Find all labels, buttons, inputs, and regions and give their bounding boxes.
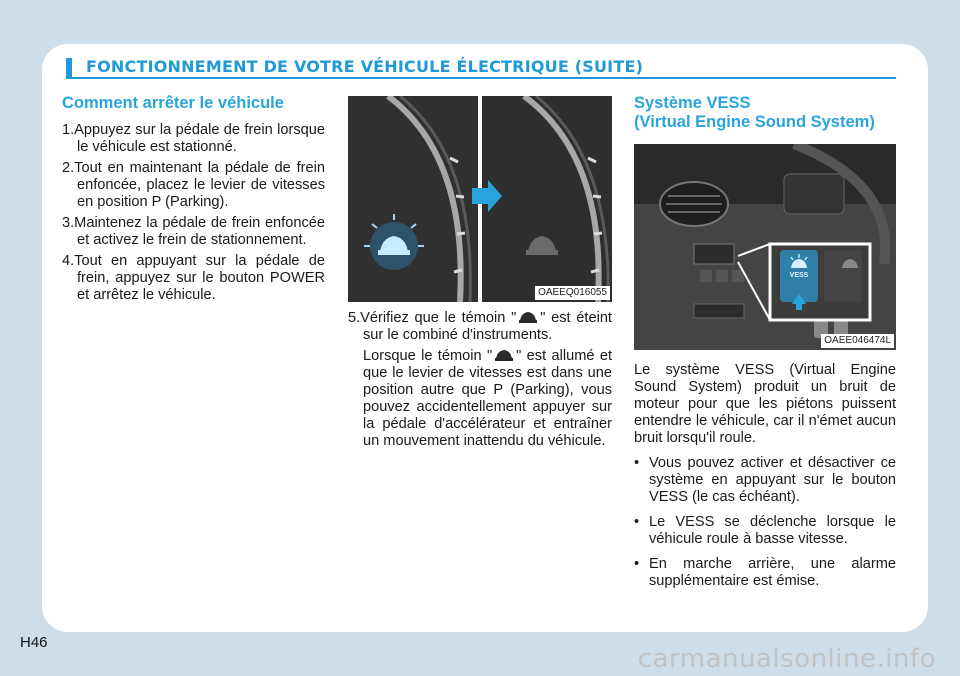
figure-code: OAEE046474L	[821, 334, 894, 348]
bullet-dot-icon: •	[634, 455, 640, 471]
right-column	[634, 94, 896, 590]
step-text-a: Vérifiez que le témoin "	[360, 310, 517, 326]
car-indicator-icon	[518, 310, 538, 324]
step-number: 1.	[62, 122, 75, 138]
bullet-dot-icon: •	[634, 514, 640, 530]
step-number: 3.	[62, 215, 75, 231]
step-number: 4.	[62, 253, 75, 269]
section-title-vess	[634, 94, 896, 132]
middle-column	[348, 96, 612, 450]
bullet-item	[634, 556, 896, 590]
bullet-dot-icon: •	[634, 556, 640, 572]
step-number: 5.	[348, 310, 361, 326]
dashboard-illustration	[634, 144, 896, 350]
bullet-item	[634, 514, 896, 548]
cont-text-b: " est allumé et que le levier de vitesses est dans une position autre que P (Parking), vous pouvez accidentellement appuyer sur la pédale d'accélérateur et entraîner un mouvement inattendu du véhicule.	[363, 348, 612, 449]
step-2	[62, 160, 325, 211]
bullet-text: Vous pouvez activer et désactiver ce système en appuyant sur le bouton VESS (le cas échéant).	[649, 455, 896, 505]
instrument-cluster-figure	[348, 96, 612, 302]
bullet-item	[634, 455, 896, 506]
page-header-title: FONCTIONNEMENT DE VOTRE VÉHICULE ÉLECTRIQUE (SUITE)	[86, 57, 644, 76]
header-accent-bar	[66, 58, 72, 78]
step-5-continuation	[348, 348, 612, 450]
bullet-text: Le VESS se déclenche lorsque le véhicule roule à basse vitesse.	[649, 514, 896, 547]
step-text: Maintenez la pédale de frein enfoncée et activez le frein de stationnement.	[74, 215, 325, 248]
step-number: 2.	[62, 160, 75, 176]
bullet-text: En marche arrière, une alarme supplémentaire est émise.	[649, 556, 896, 589]
step-text-b: " est éteint sur le combiné d'instruments.	[363, 310, 612, 343]
instrument-cluster-illustration	[348, 96, 612, 302]
figure-code: OAEEQ016055	[535, 286, 610, 300]
cont-text-a: Lorsque le témoin "	[363, 348, 493, 364]
vess-button-figure	[634, 144, 896, 350]
title-line-1: Système VESS	[634, 94, 751, 112]
car-indicator-icon	[494, 348, 514, 362]
step-text: Tout en maintenant la pédale de frein enfoncée, placez le levier de vitesses en position P (Parking).	[74, 160, 325, 210]
step-4	[62, 253, 325, 304]
step-text: Tout en appuyant sur la pédale de frein, appuyez sur le bouton POWER et arrêtez le véhicule.	[74, 253, 325, 303]
section-title-stop-vehicle: Comment arrêter le véhicule	[62, 94, 284, 112]
title-line-2: (Virtual Engine Sound System)	[634, 113, 875, 131]
step-3	[62, 215, 325, 249]
vess-button-label: VESS	[789, 272, 809, 279]
left-column	[62, 94, 325, 308]
vess-description: Le système VESS (Virtual Engine Sound System) produit un bruit de moteur pour que les piétons puissent entendre le véhicule, car il n'émet aucun bruit lorsqu'il roule.	[634, 362, 896, 446]
watermark: carmanualsonline.info	[637, 644, 936, 674]
step-1	[62, 122, 325, 156]
step-5	[348, 310, 612, 344]
page-number: H46	[20, 634, 48, 651]
step-text: Appuyez sur la pédale de frein lorsque le véhicule est stationné.	[74, 122, 325, 155]
header-rule	[66, 77, 896, 79]
